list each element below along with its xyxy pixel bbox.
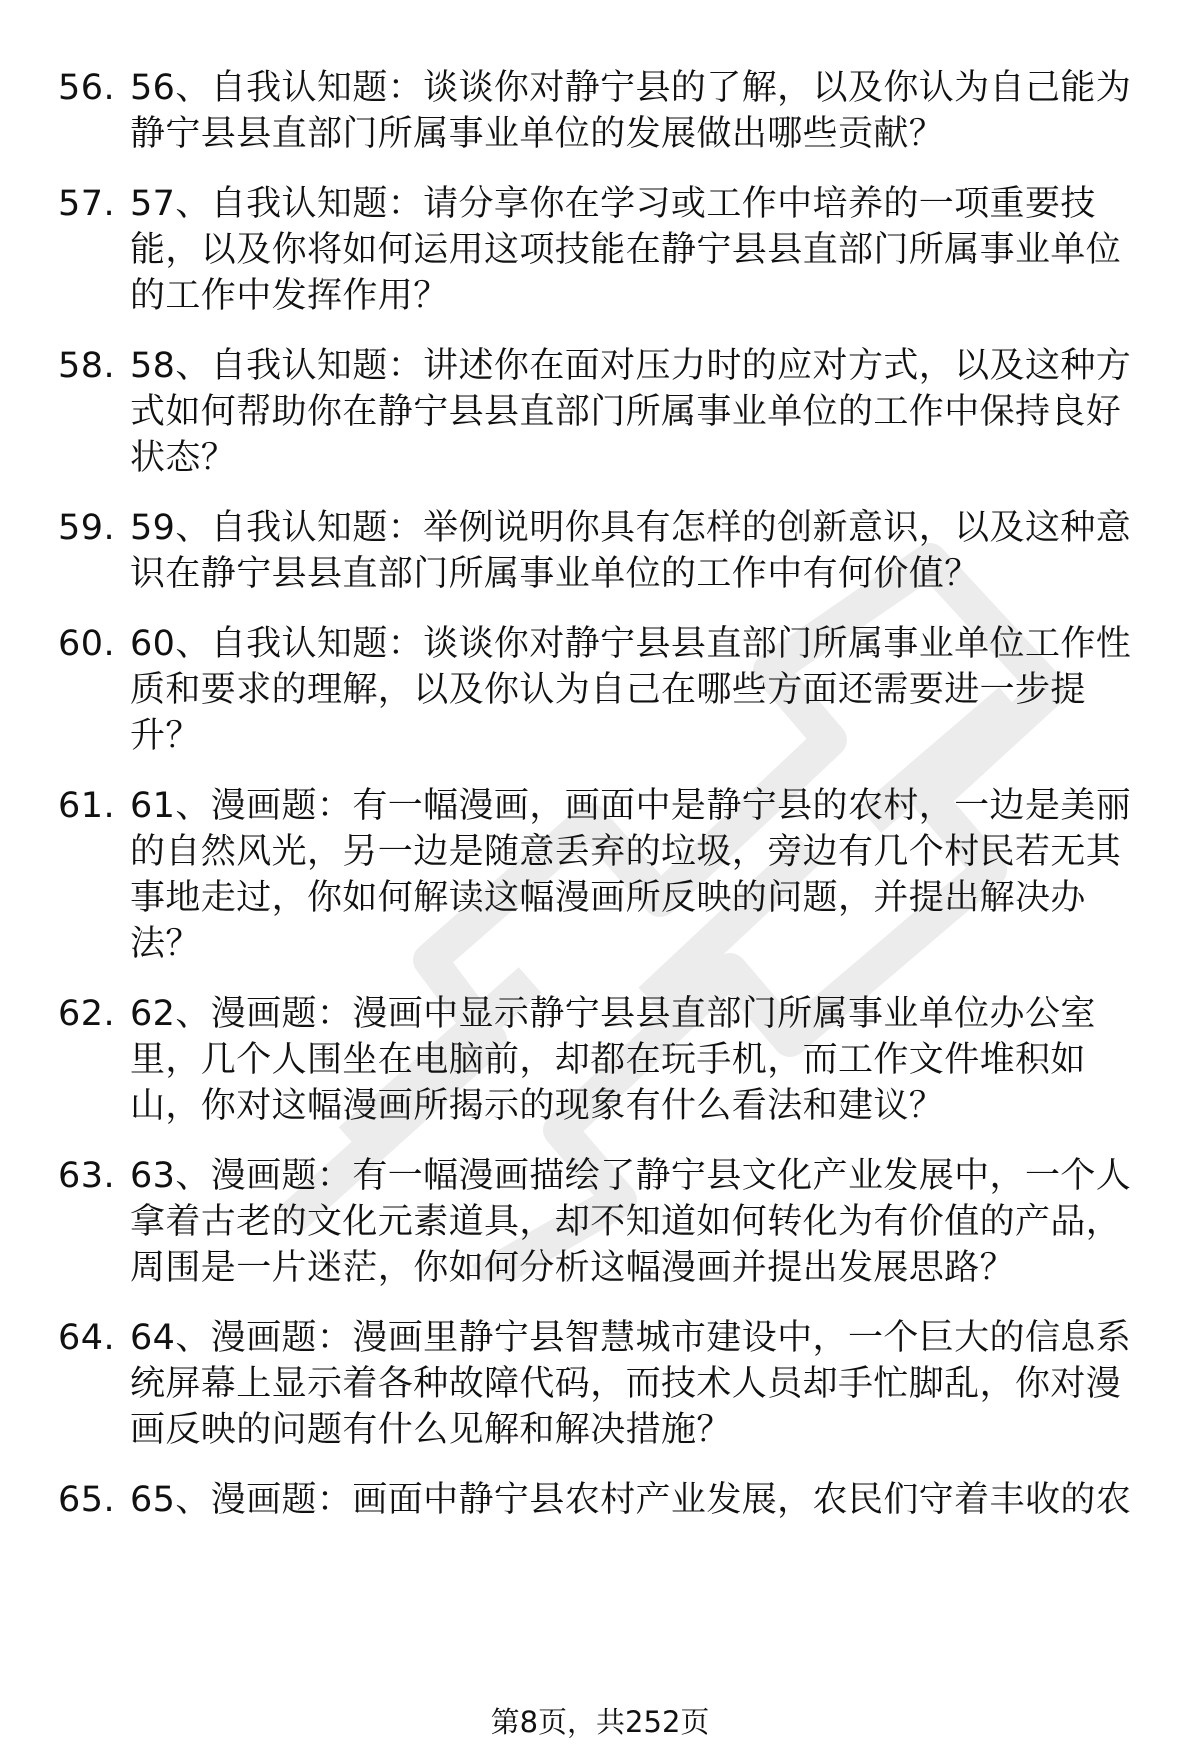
question-text-line: 法？ <box>130 924 201 964</box>
question-text-line: 64、漫画题：漫画里静宁县智慧城市建设中，一个巨大的信息系 <box>130 1318 1132 1358</box>
question-number: 57. <box>58 184 116 224</box>
question-number: 61. <box>58 786 116 826</box>
question-text-line: 61、漫画题：有一幅漫画，画面中是静宁县的农村，一边是美丽 <box>130 786 1132 826</box>
question-number: 63. <box>58 1156 116 1196</box>
question-text-line: 62、漫画题：漫画中显示静宁县县直部门所属事业单位办公室 <box>130 994 1096 1034</box>
question-text-line: 周围是一片迷茫，你如何分析这幅漫画并提出发展思路？ <box>130 1248 1016 1288</box>
question-text-line: 质和要求的理解，以及你认为自己在哪些方面还需要进一步提 <box>130 670 1086 710</box>
question-number: 58. <box>58 346 116 386</box>
question-text-line: 58、自我认知题：讲述你在面对压力时的应对方式，以及这种方 <box>130 346 1132 386</box>
question-text-line: 画反映的问题有什么见解和解决措施？ <box>130 1410 732 1450</box>
question-text-line: 统屏幕上显示着各种故障代码，而技术人员却手忙脚乱，你对漫 <box>130 1364 1122 1404</box>
question-text-line: 57、自我认知题：请分享你在学习或工作中培养的一项重要技 <box>130 184 1096 224</box>
question-text-line: 60、自我认知题：谈谈你对静宁县县直部门所属事业单位工作性 <box>130 624 1132 664</box>
question-text-line: 的自然风光，另一边是随意丢弃的垃圾，旁边有几个村民若无其 <box>130 832 1122 872</box>
question-number: 64. <box>58 1318 116 1358</box>
question-text-line: 56、自我认知题：谈谈你对静宁县的了解，以及你认为自己能为 <box>130 68 1132 108</box>
question-text-line: 山，你对这幅漫画所揭示的现象有什么看法和建议？ <box>130 1086 945 1126</box>
question-text-line: 65、漫画题：画面中静宁县农村产业发展，农民们守着丰收的农 <box>130 1480 1132 1520</box>
question-text-line: 能，以及你将如何运用这项技能在静宁县县直部门所属事业单位 <box>130 230 1122 270</box>
question-text-line: 事地走过，你如何解读这幅漫画所反映的问题，并提出解决办 <box>130 878 1086 918</box>
page-footer: 第8页，共252页 <box>490 1705 710 1739</box>
question-number: 59. <box>58 508 116 548</box>
question-text-line: 拿着古老的文化元素道具，却不知道如何转化为有价值的产品， <box>130 1202 1122 1242</box>
question-text-line: 静宁县县直部门所属事业单位的发展做出哪些贡献？ <box>130 114 945 154</box>
question-text-line: 63、漫画题：有一幅漫画描绘了静宁县文化产业发展中，一个人 <box>130 1156 1132 1196</box>
question-number: 65. <box>58 1480 116 1520</box>
question-number: 60. <box>58 624 116 664</box>
question-text-line: 的工作中发挥作用？ <box>130 276 449 316</box>
question-text-line: 里，几个人围坐在电脑前，却都在玩手机，而工作文件堆积如 <box>130 1040 1086 1080</box>
question-text-line: 59、自我认知题：举例说明你具有怎样的创新意识，以及这种意 <box>130 508 1132 548</box>
question-text-line: 升？ <box>130 716 201 756</box>
question-number: 56. <box>58 68 116 108</box>
question-number: 62. <box>58 994 116 1034</box>
question-text-line: 状态？ <box>130 438 237 478</box>
question-text-line: 识在静宁县县直部门所属事业单位的工作中有何价值？ <box>130 554 980 594</box>
question-text-line: 式如何帮助你在静宁县县直部门所属事业单位的工作中保持良好 <box>130 392 1122 432</box>
